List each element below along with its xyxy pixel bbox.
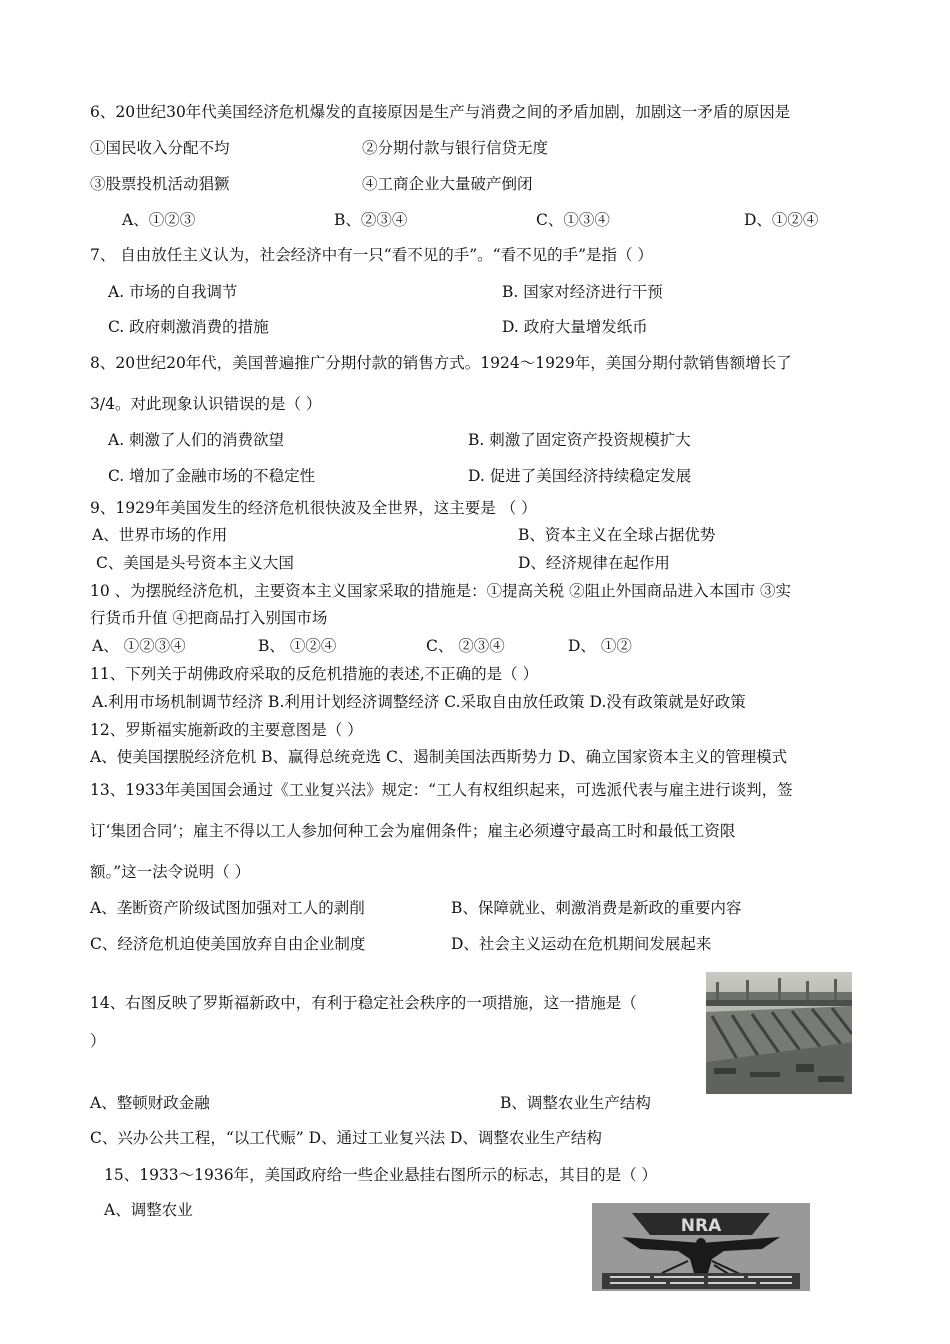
- q13-option-a: A、垄断资产阶级试图加强对工人的剥削: [90, 899, 365, 917]
- q13-stem-line-2: 订‘集团合同’；雇主不得以工人参加何种工会为雇佣条件；雇主必须遵守最高工时和最低工资限: [90, 822, 736, 840]
- q10-option-d: D、 ①②: [568, 637, 632, 655]
- nra-blue-eagle-emblem: [592, 1203, 810, 1291]
- q8-option-a: A. 刺激了人们的消费欲望: [108, 431, 285, 449]
- q9-option-d: D、经济规律在起作用: [518, 554, 670, 572]
- q9-stem: 9、1929年美国发生的经济危机很快波及全世界，这主要是 （ ）: [90, 499, 537, 517]
- q10-option-c: C、 ②③④: [426, 637, 505, 655]
- q14-options-cd: C、兴办公共工程，“以工代赈” D、通过工业复兴法 D、调整农业生产结构: [90, 1129, 602, 1147]
- q13-option-b: B、保障就业、刺激消费是新政的重要内容: [451, 899, 742, 917]
- q13-option-d: D、社会主义运动在危机期间发展起来: [451, 935, 712, 953]
- nra-emblem-text: NRA: [680, 1216, 722, 1236]
- q15-option-a: A、调整农业: [104, 1201, 193, 1219]
- q11-stem: 11、下列关于胡佛政府采取的反危机措施的表述,不正确的是（ ）: [90, 665, 539, 683]
- q13-stem-line-1: 13、1933年美国国会通过《工业复兴法》规定：“工人有权组织起来，可选派代表与雇主进行谈判，签: [90, 781, 793, 799]
- q8-option-c: C. 增加了金融市场的不稳定性: [108, 467, 316, 485]
- q6-statement-3: ③股票投机活动猖獗: [90, 175, 230, 193]
- q6-statement-1: ①国民收入分配不均: [90, 139, 230, 157]
- q7-option-c: C. 政府刺激消费的措施: [108, 318, 269, 336]
- q13-stem-line-3: 额。”这一法令说明（ ）: [90, 863, 251, 881]
- q11-options: A.利用市场机制调节经济 B.利用计划经济调整经济 C.采取自由放任政策 D.没有政策就是好政策: [92, 693, 746, 711]
- q8-option-d: D. 促进了美国经济持续稳定发展: [468, 467, 692, 485]
- q8-stem-line-1: 8、20世纪20年代，美国普遍推广分期付款的销售方式。1924～1929年，美国分期付款销售额增长了: [90, 354, 792, 372]
- q10-option-b: B、 ①②④: [258, 637, 337, 655]
- q9-option-b: B、资本主义在全球占据优势: [518, 526, 716, 544]
- q10-stem-line-2: 行货币升值 ④把商品打入别国市场: [90, 609, 328, 627]
- q14-stem-line-2: ）: [90, 1032, 106, 1050]
- q7-stem: 7、 自由放任主义认为，社会经济中有一只“看不见的手”。“看不见的手”是指（ ）: [90, 246, 653, 264]
- q12-stem: 12、罗斯福实施新政的主要意图是（ ）: [90, 721, 363, 739]
- q12-options: A、使美国摆脱经济危机 B、赢得总统竞选 C、遏制美国法西斯势力 D、确立国家资本主义的管理模式: [90, 748, 788, 766]
- q6-stem: 6、20世纪30年代美国经济危机爆发的直接原因是生产与消费之间的矛盾加剧，加剧这一矛盾的原因是: [90, 103, 791, 121]
- q6-option-c: C、①③④: [536, 211, 610, 229]
- q10-option-a: A、 ①②③④: [92, 637, 186, 655]
- q6-statement-2: ②分期付款与银行信贷无度: [362, 139, 549, 157]
- q9-option-a: A、世界市场的作用: [92, 526, 228, 544]
- q7-option-d: D. 政府大量增发纸币: [502, 318, 648, 336]
- q6-option-a: A、①②③: [122, 211, 196, 229]
- q6-statement-4: ④工商企业大量破产倒闭: [362, 175, 533, 193]
- q13-option-c: C、经济危机迫使美国放弃自由企业制度: [90, 935, 366, 953]
- q8-option-b: B. 刺激了固定资产投资规模扩大: [468, 431, 691, 449]
- q14-option-a: A、整顿财政金融: [90, 1094, 210, 1112]
- q6-option-d: D、①②④: [744, 211, 819, 229]
- q7-option-b: B. 国家对经济进行干预: [502, 283, 663, 301]
- q14-option-b: B、调整农业生产结构: [500, 1094, 651, 1112]
- q8-stem-line-2: 3/4。对此现象认识错误的是（ ）: [90, 395, 322, 413]
- q14-stem-line-1: 14、右图反映了罗斯福新政中，有利于稳定社会秩序的一项措施，这一措施是（: [90, 994, 637, 1012]
- q7-option-a: A. 市场的自我调节: [108, 283, 238, 301]
- q15-stem: 15、1933～1936年，美国政府给一些企业悬挂右图所示的标志，其目的是（ ）: [104, 1166, 658, 1184]
- q9-option-c: C、美国是头号资本主义大国: [96, 554, 294, 572]
- q10-stem-line-1: 10 、为摆脱经济危机，主要资本主义国家采取的措施是：①提高关税 ②阻止外国商品进入本国市 ③实: [90, 582, 792, 600]
- q6-option-b: B、②③④: [334, 211, 408, 229]
- dam-construction-photo: [706, 972, 852, 1094]
